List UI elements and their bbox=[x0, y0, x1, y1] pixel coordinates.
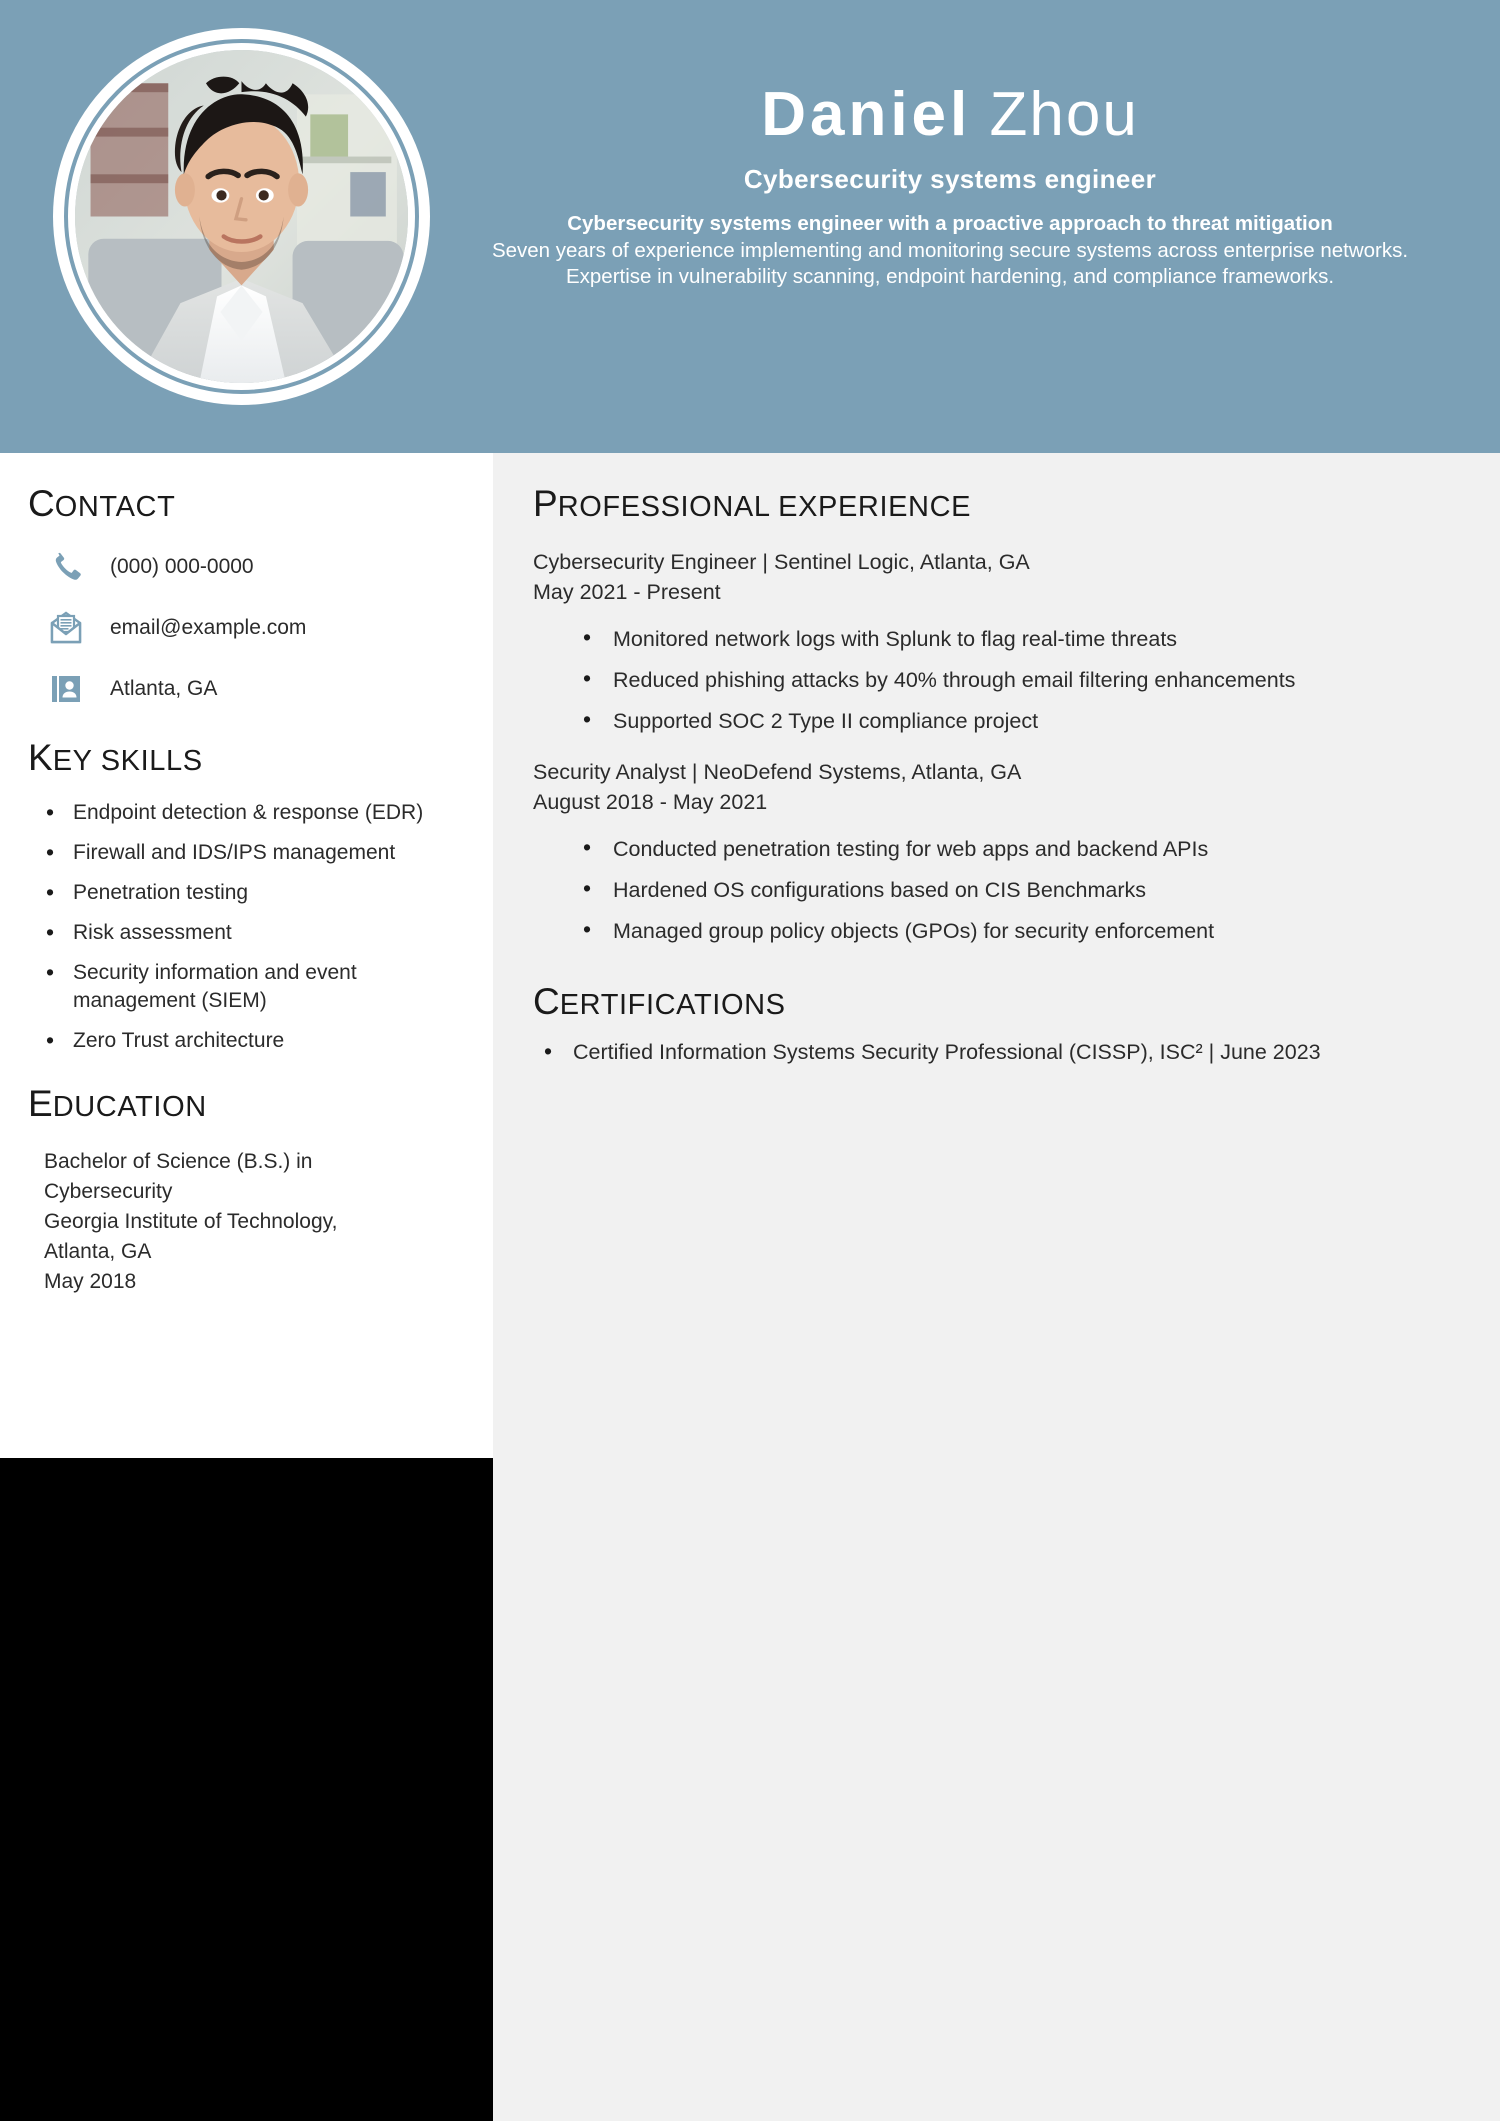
black-footer-block bbox=[0, 1458, 493, 2121]
contact-list bbox=[28, 543, 459, 713]
resume-header bbox=[0, 0, 1500, 453]
profile-photo-frame bbox=[53, 28, 430, 405]
skills-heading-capital: K bbox=[28, 737, 53, 778]
education-degree-line1: Bachelor of Science (B.S.) in bbox=[44, 1150, 313, 1173]
list-item: • Zero Trust architecture bbox=[28, 1027, 459, 1055]
list-item: • Managed group policy objects (GPOs) for security enforcement bbox=[533, 917, 1460, 945]
list-item: • Supported SOC 2 Type II compliance project bbox=[533, 707, 1460, 735]
job-date-line: May 2021 - Present bbox=[533, 580, 721, 604]
contact-heading-capital: C bbox=[28, 483, 55, 524]
certifications-heading-capital: C bbox=[533, 981, 560, 1022]
list-item: • Endpoint detection & response (EDR) bbox=[28, 799, 459, 827]
list-item: • Monitored network logs with Splunk to flag real-time threats bbox=[533, 625, 1460, 653]
phone-icon bbox=[46, 547, 86, 587]
first-name: Daniel bbox=[761, 80, 972, 149]
list-item: • Reduced phishing attacks by 40% through email filtering enhancements bbox=[533, 666, 1460, 694]
experience-entry bbox=[533, 547, 1460, 735]
list-item: • Conducted penetration testing for web apps and backend APIs bbox=[533, 835, 1460, 863]
candidate-job-title: Cybersecurity systems engineer bbox=[743, 164, 1157, 194]
job-bullet-list bbox=[533, 835, 1460, 945]
skills-list bbox=[28, 799, 459, 1055]
experience-heading-capital: P bbox=[533, 483, 558, 524]
envelope-icon bbox=[46, 608, 86, 648]
job-title-line: Security Analyst | NeoDefend Systems, Atlanta, GA bbox=[533, 760, 1022, 784]
experience-heading-rest: ROFESSIONAL EXPERIENCE bbox=[557, 491, 972, 523]
education-school-line1: Georgia Institute of Technology, bbox=[44, 1210, 338, 1233]
certifications-heading-rest: ERTIFICATIONS bbox=[559, 989, 786, 1021]
job-date-line: August 2018 - May 2021 bbox=[533, 790, 768, 814]
education-school-line2: Atlanta, GA bbox=[44, 1240, 152, 1263]
header-text-block bbox=[470, 78, 1430, 290]
education-section-heading bbox=[28, 1083, 459, 1125]
skills-heading-rest: EY SKILLS bbox=[52, 745, 203, 777]
experience-section-heading bbox=[533, 483, 1460, 525]
list-item: • Security information and event management (SIEM) bbox=[28, 959, 459, 1015]
education-date: May 2018 bbox=[44, 1270, 137, 1293]
contact-email-value: email@example.com bbox=[110, 616, 307, 639]
summary-lead: Cybersecurity systems engineer with a proactive approach to threat mitigation bbox=[567, 212, 1333, 235]
contact-heading-rest: ONTACT bbox=[54, 491, 176, 523]
main-content bbox=[493, 453, 1500, 2121]
contact-item-email[interactable] bbox=[28, 604, 459, 652]
list-item: • Penetration testing bbox=[28, 879, 459, 907]
list-item: • Hardened OS configurations based on CIS Benchmarks bbox=[533, 876, 1460, 904]
candidate-name bbox=[470, 78, 1430, 152]
left-sidebar bbox=[0, 453, 493, 1458]
contact-item-phone[interactable] bbox=[28, 543, 459, 591]
summary-body: Seven years of experience implementing and monitoring secure systems across enterprise networks. Expertise in vulnerability scanning, endpoint hardening, and compliance frameworks. bbox=[491, 239, 1409, 288]
contact-location-value: Atlanta, GA bbox=[110, 677, 218, 700]
contact-phone-value: (000) 000-0000 bbox=[110, 555, 254, 578]
experience-entry bbox=[533, 757, 1460, 945]
education-entry bbox=[28, 1147, 459, 1297]
certifications-list bbox=[533, 1037, 1460, 1067]
last-name: Zhou bbox=[989, 80, 1139, 149]
job-title-line: Cybersecurity Engineer | Sentinel Logic, Atlanta, GA bbox=[533, 550, 1030, 574]
education-degree-line2: Cybersecurity bbox=[44, 1180, 173, 1203]
certifications-section-heading bbox=[533, 981, 1460, 1023]
list-item: • Firewall and IDS/IPS management bbox=[28, 839, 459, 867]
job-bullet-list bbox=[533, 625, 1460, 735]
profile-photo-ring bbox=[64, 39, 419, 394]
education-heading-rest: DUCATION bbox=[52, 1091, 207, 1123]
contact-section-heading bbox=[28, 483, 459, 525]
profile-photo-image bbox=[75, 50, 408, 383]
education-heading-capital: E bbox=[28, 1083, 53, 1124]
contact-item-location[interactable] bbox=[28, 665, 459, 713]
profile-photo bbox=[75, 50, 408, 383]
list-item: • Risk assessment bbox=[28, 919, 459, 947]
address-book-icon bbox=[46, 669, 86, 709]
skills-section-heading bbox=[28, 737, 459, 779]
list-item: • Certified Information Systems Security Professional (CISSP), ISC² | June 2023 bbox=[533, 1037, 1460, 1067]
